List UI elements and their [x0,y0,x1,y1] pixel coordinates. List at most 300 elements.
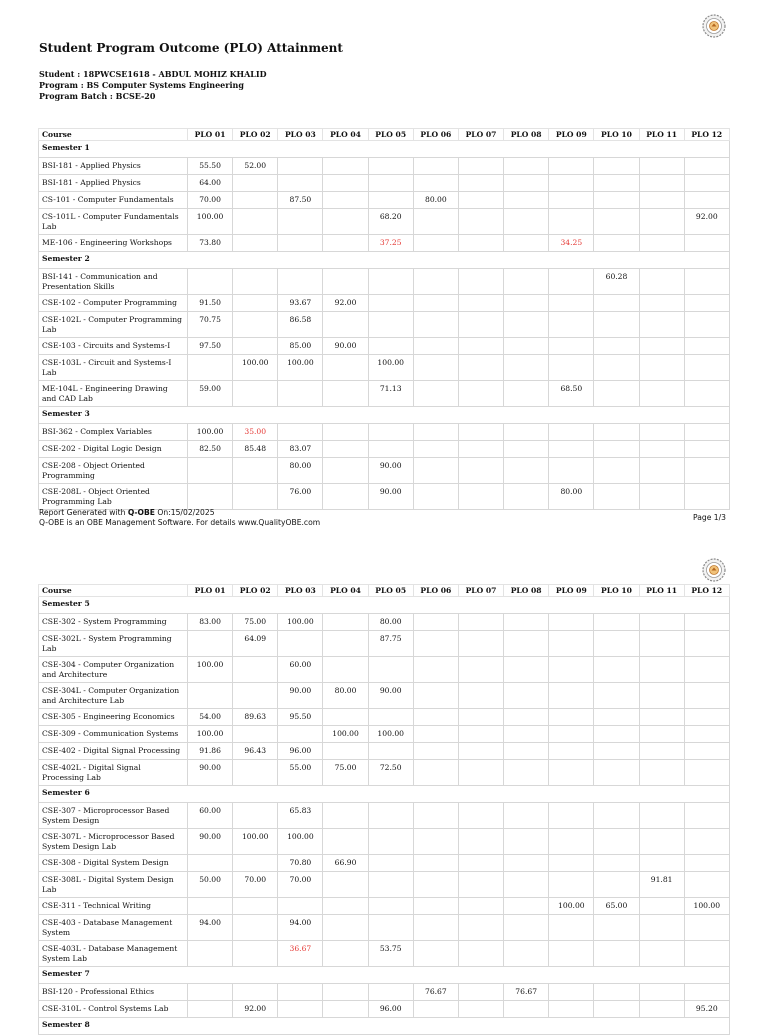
plo-score-cell [504,1001,549,1018]
plo-score-cell [458,1001,503,1018]
semester-row [39,141,730,158]
plo-score-cell: 70.00 [188,192,233,209]
plo-score-cell [413,631,458,657]
plo-score-cell [323,829,368,855]
plo-score-cell [233,295,278,312]
plo-score-cell [368,898,413,915]
plo-score-cell: 50.00 [188,872,233,898]
plo-score-cell [233,338,278,355]
plo-score-cell: 37.25 [368,235,413,252]
plo-score-cell [504,709,549,726]
plo-score-cell [188,683,233,709]
plo-score-cell [594,726,639,743]
plo-score-cell [639,941,684,967]
plo-score-cell: 100.00 [278,355,323,381]
plo-score-cell [458,915,503,941]
plo-score-cell [188,1001,233,1018]
plo-score-cell [594,484,639,510]
plo-score-cell [458,441,503,458]
generated-line [39,508,320,518]
plo-score-cell: 80.00 [413,192,458,209]
plo-score-cell [368,338,413,355]
plo-score-cell [549,941,594,967]
plo-score-cell: 87.50 [278,192,323,209]
plo-score-cell [458,158,503,175]
plo-score-cell [413,458,458,484]
plo-score-cell [278,631,323,657]
plo-score-cell [639,1001,684,1018]
plo-score-cell [639,381,684,407]
plo-score-cell [458,295,503,312]
plo-attainment-table [38,128,730,510]
column-header-plo-07: PLO 07 [458,585,503,597]
course-name-cell: CSE-307 - Microprocessor Based System Design [39,803,188,829]
column-header-plo-02: PLO 02 [233,129,278,141]
column-header-plo-08: PLO 08 [504,129,549,141]
table-row [39,484,730,510]
plo-score-cell: 91.50 [188,295,233,312]
semester-row [39,967,730,984]
plo-score-cell [594,743,639,760]
plo-score-cell [323,458,368,484]
plo-score-cell: 60.00 [278,657,323,683]
plo-score-cell [504,424,549,441]
plo-score-cell [684,295,729,312]
plo-score-cell [188,984,233,1001]
plo-score-cell [368,269,413,295]
table-row [39,726,730,743]
plo-score-cell [278,269,323,295]
table-row [39,381,730,407]
plo-score-cell [233,984,278,1001]
plo-score-cell: 76.67 [413,984,458,1001]
plo-score-cell: 90.00 [323,338,368,355]
plo-score-cell [233,915,278,941]
course-name-cell: CSE-310L - Control Systems Lab [39,1001,188,1018]
plo-score-cell [323,484,368,510]
course-name-cell: BSI-181 - Applied Physics [39,175,188,192]
plo-score-cell [684,941,729,967]
table-row [39,1001,730,1018]
table-row [39,683,730,709]
plo-score-cell [594,158,639,175]
plo-score-cell [639,614,684,631]
plo-score-cell [504,803,549,829]
plo-score-cell [639,235,684,252]
plo-score-cell [594,984,639,1001]
plo-score-cell [684,829,729,855]
plo-score-cell [684,175,729,192]
plo-score-cell: 34.25 [549,235,594,252]
column-header-plo-04: PLO 04 [323,129,368,141]
student-line: Student : 18PWCSE1618 - ABDUL MOHIZ KHALID [39,69,267,79]
plo-score-cell [458,631,503,657]
plo-score-cell [504,614,549,631]
plo-score-cell: 75.00 [233,614,278,631]
plo-score-cell [458,338,503,355]
plo-score-cell [458,355,503,381]
plo-score-cell [368,984,413,1001]
plo-score-cell [323,209,368,235]
generated-date: On:15/02/2025 [155,508,215,517]
plo-score-cell [684,803,729,829]
plo-score-cell [504,829,549,855]
plo-score-cell: 92.00 [233,1001,278,1018]
course-name-cell: CSE-307L - Microprocessor Based System Design Lab [39,829,188,855]
plo-score-cell [639,338,684,355]
plo-score-cell [639,269,684,295]
plo-score-cell: 65.83 [278,803,323,829]
plo-score-cell [278,175,323,192]
plo-score-cell [458,829,503,855]
course-name-cell: BSI-362 - Complex Variables [39,424,188,441]
plo-score-cell [458,192,503,209]
plo-score-cell [639,709,684,726]
plo-score-cell [594,872,639,898]
plo-score-cell [639,631,684,657]
plo-score-cell: 76.00 [278,484,323,510]
plo-score-cell [413,175,458,192]
plo-score-cell [549,424,594,441]
plo-score-cell [323,235,368,252]
plo-score-cell [413,269,458,295]
plo-score-cell [458,484,503,510]
plo-score-cell [594,614,639,631]
plo-score-cell [323,898,368,915]
page-number: Page 1/3 [693,513,727,522]
plo-score-cell [278,984,323,1001]
course-name-cell: ME-104L - Engineering Drawing and CAD Lab [39,381,188,407]
plo-score-cell [684,355,729,381]
table-row [39,898,730,915]
plo-score-cell [458,175,503,192]
plo-score-cell [549,458,594,484]
plo-score-cell: 100.00 [188,209,233,235]
plo-score-cell [368,872,413,898]
plo-score-cell [323,984,368,1001]
plo-score-cell [323,192,368,209]
plo-score-cell [323,803,368,829]
plo-score-cell [504,381,549,407]
plo-score-cell: 80.00 [278,458,323,484]
plo-score-cell [639,743,684,760]
plo-score-cell: 97.50 [188,338,233,355]
course-name-cell: CSE-308L - Digital System Design Lab [39,872,188,898]
plo-score-cell [594,803,639,829]
plo-score-cell [504,872,549,898]
plo-score-cell [233,209,278,235]
plo-score-cell [458,803,503,829]
plo-score-cell [594,760,639,786]
plo-score-cell [639,726,684,743]
plo-score-cell: 85.48 [233,441,278,458]
plo-score-cell [413,915,458,941]
plo-score-cell: 80.00 [323,683,368,709]
table-header-row [39,585,730,597]
plo-score-cell: 100.00 [188,424,233,441]
plo-score-cell [233,192,278,209]
plo-score-cell [413,312,458,338]
column-header-plo-03: PLO 03 [278,129,323,141]
plo-score-cell [594,683,639,709]
plo-score-cell [233,803,278,829]
plo-score-cell [684,424,729,441]
plo-score-cell [413,743,458,760]
plo-score-cell [323,381,368,407]
semester-row [39,786,730,803]
plo-score-cell [684,458,729,484]
semester-row [39,1018,730,1035]
course-name-cell: CSE-102 - Computer Programming [39,295,188,312]
plo-score-cell [504,235,549,252]
plo-score-cell [504,941,549,967]
plo-score-cell [549,269,594,295]
course-name-cell: CSE-302 - System Programming [39,614,188,631]
table-row [39,175,730,192]
plo-score-cell [233,657,278,683]
plo-score-cell [413,441,458,458]
plo-score-cell [413,709,458,726]
plo-score-cell [458,312,503,338]
table-row [39,355,730,381]
plo-score-cell: 70.80 [278,855,323,872]
plo-score-cell: 90.00 [188,829,233,855]
plo-score-cell [504,269,549,295]
plo-score-cell: 80.00 [368,614,413,631]
generated-prefix: Report Generated with [39,508,128,517]
plo-score-cell: 91.86 [188,743,233,760]
university-seal-icon [702,14,726,38]
plo-score-cell: 100.00 [684,898,729,915]
plo-score-cell [684,915,729,941]
plo-score-cell: 100.00 [188,657,233,683]
table-row [39,631,730,657]
table-row [39,312,730,338]
plo-score-cell [549,192,594,209]
plo-score-cell: 96.00 [278,743,323,760]
plo-score-cell: 70.00 [233,872,278,898]
column-header-plo-05: PLO 05 [368,129,413,141]
plo-score-cell [278,158,323,175]
plo-score-cell [458,683,503,709]
column-header-plo-08: PLO 08 [504,585,549,597]
plo-score-cell [504,175,549,192]
table-row [39,424,730,441]
plo-score-cell [413,338,458,355]
plo-score-cell [458,872,503,898]
batch-line: Program Batch : BCSE-20 [39,91,156,101]
plo-score-cell: 53.75 [368,941,413,967]
plo-score-cell: 90.00 [368,458,413,484]
plo-score-cell [458,855,503,872]
plo-score-cell [504,158,549,175]
plo-score-cell [684,709,729,726]
plo-score-cell [413,760,458,786]
plo-score-cell [323,631,368,657]
plo-score-cell [233,726,278,743]
plo-score-cell [594,424,639,441]
plo-score-cell: 64.09 [233,631,278,657]
plo-score-cell [323,743,368,760]
column-header-plo-10: PLO 10 [594,585,639,597]
plo-score-cell [684,192,729,209]
plo-score-cell [504,657,549,683]
course-name-cell: CSE-403L - Database Management System Lab [39,941,188,967]
plo-score-cell [413,484,458,510]
plo-score-cell [368,709,413,726]
plo-score-cell: 70.75 [188,312,233,338]
column-header-plo-01: PLO 01 [188,585,233,597]
plo-score-cell [368,657,413,683]
plo-score-cell: 100.00 [278,829,323,855]
course-name-cell: CSE-308 - Digital System Design [39,855,188,872]
plo-score-cell [458,898,503,915]
plo-score-cell [594,338,639,355]
table-row [39,458,730,484]
plo-score-cell: 55.50 [188,158,233,175]
plo-score-cell [684,312,729,338]
plo-score-cell [684,614,729,631]
plo-score-cell [549,683,594,709]
plo-score-cell [278,424,323,441]
plo-score-cell: 64.00 [188,175,233,192]
plo-score-cell: 66.90 [323,855,368,872]
plo-score-cell [323,441,368,458]
plo-score-cell [188,941,233,967]
plo-score-cell [684,726,729,743]
table-row [39,192,730,209]
plo-score-cell [278,898,323,915]
plo-score-cell [413,726,458,743]
course-name-cell: CSE-304 - Computer Organization and Architecture [39,657,188,683]
plo-score-cell [504,295,549,312]
column-header-plo-11: PLO 11 [639,129,684,141]
plo-score-cell [368,175,413,192]
course-name-cell: BSI-141 - Communication and Presentation Skills [39,269,188,295]
course-name-cell: CSE-208L - Object Oriented Programming Lab [39,484,188,510]
plo-score-cell [639,829,684,855]
plo-score-cell [233,855,278,872]
university-seal-icon [702,558,726,582]
plo-score-cell [684,631,729,657]
plo-score-cell [504,441,549,458]
plo-score-cell: 85.00 [278,338,323,355]
plo-score-cell [323,1001,368,1018]
plo-score-cell: 96.00 [368,1001,413,1018]
plo-score-cell [549,312,594,338]
plo-score-cell [458,984,503,1001]
plo-score-cell [323,709,368,726]
plo-score-cell [639,355,684,381]
plo-score-cell [233,235,278,252]
plo-score-cell [233,760,278,786]
column-header-plo-06: PLO 06 [413,585,458,597]
plo-score-cell: 96.43 [233,743,278,760]
plo-score-cell: 100.00 [278,614,323,631]
plo-score-cell [413,872,458,898]
course-name-cell: CSE-103L - Circuit and Systems-I Lab [39,355,188,381]
plo-score-cell [594,441,639,458]
plo-score-cell [594,312,639,338]
table-row [39,614,730,631]
plo-score-cell [594,915,639,941]
plo-score-cell [504,743,549,760]
plo-score-cell [458,458,503,484]
plo-score-cell [504,338,549,355]
plo-score-cell [594,381,639,407]
plo-score-cell [368,295,413,312]
plo-score-cell [233,458,278,484]
plo-score-cell [458,760,503,786]
table-row [39,441,730,458]
plo-score-cell [413,898,458,915]
plo-score-cell [504,484,549,510]
plo-score-cell [323,355,368,381]
plo-score-cell [413,941,458,967]
course-name-cell: CSE-305 - Engineering Economics [39,709,188,726]
plo-score-cell [684,158,729,175]
plo-score-cell [594,829,639,855]
plo-score-cell [504,898,549,915]
plo-score-cell [684,984,729,1001]
plo-score-cell [594,295,639,312]
plo-score-cell [549,743,594,760]
plo-score-cell [594,175,639,192]
program-line: Program : BS Computer Systems Engineering [39,80,244,90]
column-header-plo-09: PLO 09 [549,585,594,597]
plo-score-cell: 83.07 [278,441,323,458]
course-name-cell: BSI-120 - Professional Ethics [39,984,188,1001]
plo-score-cell [504,209,549,235]
plo-score-cell [233,898,278,915]
plo-score-cell [458,709,503,726]
plo-score-cell: 91.81 [639,872,684,898]
plo-score-cell [368,312,413,338]
plo-score-cell [639,803,684,829]
column-header-plo-05: PLO 05 [368,585,413,597]
plo-score-cell [549,709,594,726]
plo-score-cell: 80.00 [549,484,594,510]
course-name-cell: CSE-402L - Digital Signal Processing Lab [39,760,188,786]
plo-score-cell [458,941,503,967]
plo-score-cell [323,424,368,441]
plo-score-cell [368,829,413,855]
plo-score-cell: 54.00 [188,709,233,726]
plo-score-cell [504,312,549,338]
table-row [39,855,730,872]
plo-score-cell [639,760,684,786]
plo-score-cell [549,338,594,355]
plo-score-cell: 87.75 [368,631,413,657]
table-row [39,269,730,295]
plo-score-cell [549,175,594,192]
table-row [39,657,730,683]
plo-score-cell [549,657,594,683]
plo-score-cell [188,484,233,510]
plo-score-cell: 65.00 [594,898,639,915]
plo-score-cell [413,209,458,235]
plo-score-cell: 70.00 [278,872,323,898]
plo-score-cell [323,872,368,898]
plo-score-cell: 35.00 [233,424,278,441]
plo-score-cell [458,424,503,441]
plo-score-cell [413,614,458,631]
plo-score-cell [188,631,233,657]
plo-score-cell [504,726,549,743]
plo-score-cell [684,872,729,898]
plo-score-cell [549,915,594,941]
plo-score-cell: 94.00 [188,915,233,941]
